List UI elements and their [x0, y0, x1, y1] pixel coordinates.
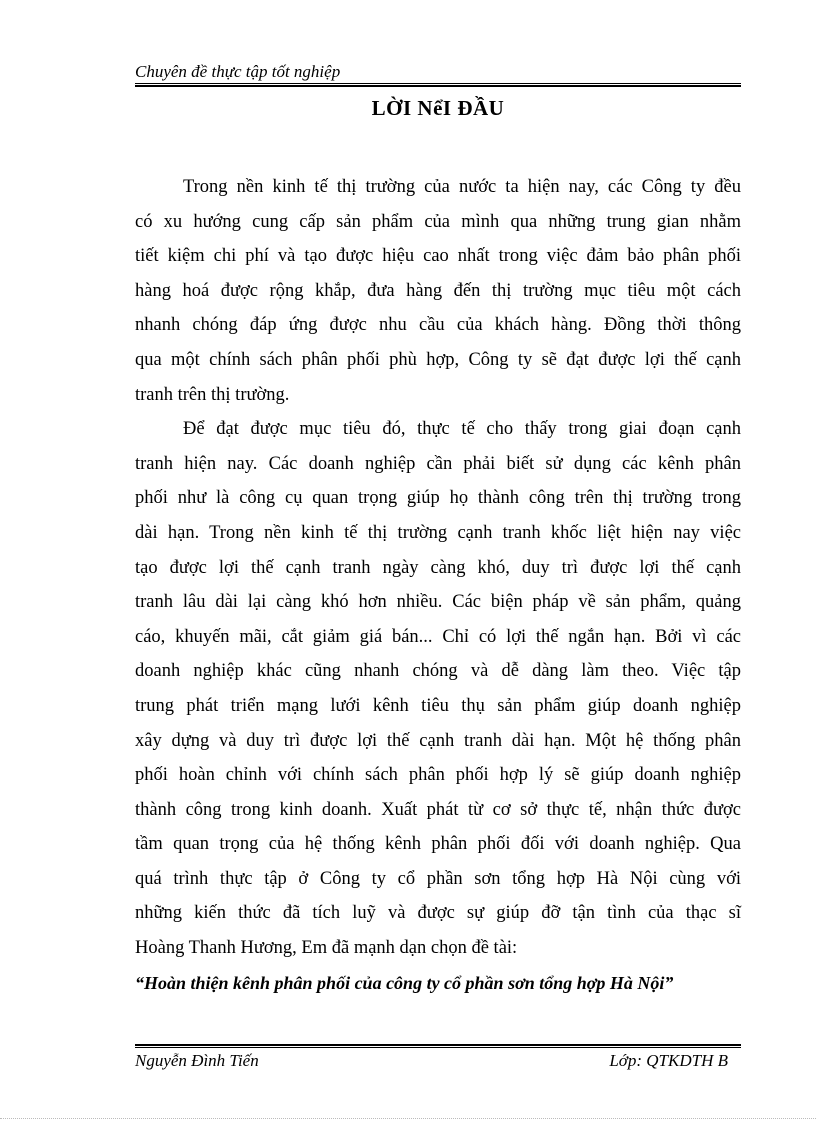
text-line: cáo, khuyến mãi, cắt giảm giá bán... Chỉ có lợi thế ngắn hạn. Bởi vì các: [135, 626, 741, 647]
text-line: Hoàng Thanh Hương, Em đã mạnh dạn chọn đề tài:: [135, 938, 518, 959]
header-divider: [135, 83, 741, 87]
page-title: LỜI NểI ĐẦU: [371, 96, 505, 120]
footer-author: Nguyễn Đình Tiến: [135, 1051, 259, 1070]
running-header: Chuyên đề thực tập tốt nghiệp: [135, 62, 341, 81]
text-line: trung phát triển mạng lưới kênh tiêu thụ sản phẩm giúp doanh nghiệp: [135, 695, 741, 716]
text-line: qua một chính sách phân phối phù hợp, Công ty sẽ đạt được lợi thế cạnh: [135, 349, 741, 370]
thesis-topic: “Hoàn thiện kênh phân phối của công ty cổ phần sơn tổng hợp Hà Nội”: [135, 972, 674, 993]
text-line: nhanh chóng đáp ứng được nhu cầu của khách hàng. Đồng thời thông: [135, 315, 741, 336]
text-line: doanh nghiệp khác cũng nhanh chóng và dễ dàng làm theo. Việc tập: [135, 661, 741, 682]
text-line: có xu hướng cung cấp sản phẩm của mình qua những trung gian nhằm: [135, 211, 741, 232]
text-line: hàng hoá được rộng khắp, đưa hàng đến thị trường mục tiêu một cách: [135, 280, 741, 301]
document-body: [135, 170, 741, 1000]
text-line: tranh lâu dài lại càng khó hơn nhiều. Các biện pháp về sản phẩm, quảng: [135, 592, 741, 613]
footer-class: Lớp: QTKDTH B: [609, 1051, 728, 1070]
paragraph-2: [135, 412, 741, 966]
paragraph-1: [135, 170, 741, 412]
text-line: tranh hiện nay. Các doanh nghiệp cần phải biết sử dụng các kênh phân: [135, 453, 741, 474]
text-line: tranh trên thị trường.: [135, 384, 290, 405]
footer-divider: [135, 1044, 741, 1048]
text-line: tiết kiệm chi phí và tạo được hiệu cao nhất trong việc đảm bảo phân phối: [135, 246, 741, 267]
text-line: Trong nền kinh tế thị trường của nước ta hiện nay, các Công ty đều: [183, 177, 741, 197]
text-line: tạo được lợi thế cạnh tranh ngày càng khó, duy trì được lợi thế cạnh: [135, 557, 741, 578]
text-line: dài hạn. Trong nền kinh tế thị trường cạnh tranh khốc liệt hiện nay việc: [135, 522, 741, 543]
text-line: Để đạt được mục tiêu đó, thực tế cho thấy trong giai đoạn cạnh: [183, 419, 741, 440]
page-boundary: [0, 1118, 816, 1119]
text-line: những kiến thức đã tích luỹ và được sự giúp đỡ tận tình của thạc sĩ: [135, 903, 741, 924]
text-line: xây dựng và duy trì được lợi thế cạnh tranh dài hạn. Một hệ thống phân: [135, 730, 741, 751]
text-line: phối như là công cụ quan trọng giúp họ thành công trên thị trường trong: [135, 488, 741, 509]
text-line: phối hoàn chỉnh với chính sách phân phối hợp lý sẽ giúp doanh nghiệp: [135, 765, 741, 786]
text-line: quá trình thực tập ở Công ty cổ phần sơn tổng hợp Hà Nội cùng với: [135, 868, 741, 889]
text-line: tầm quan trọng của hệ thống kênh phân phối đối với doanh nghiệp. Qua: [135, 834, 741, 855]
text-line: thành công trong kinh doanh. Xuất phát từ cơ sở thực tế, nhận thức được: [135, 799, 741, 820]
